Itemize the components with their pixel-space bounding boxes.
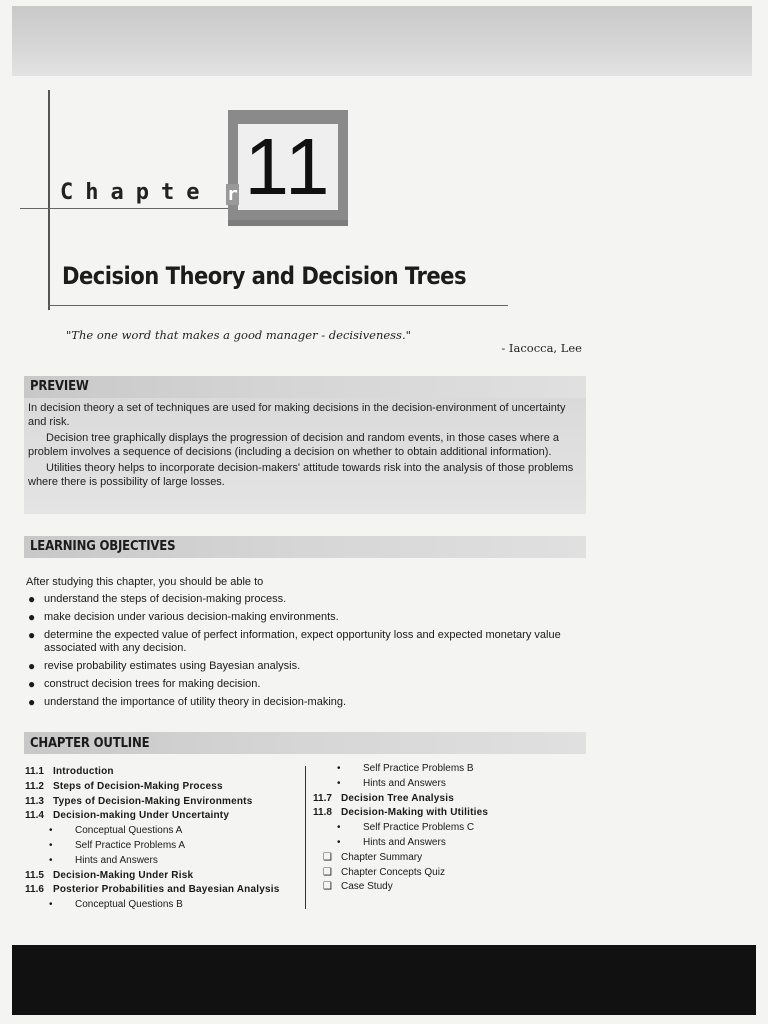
outline-section-title: Decision Tree Analysis (341, 792, 454, 804)
outline-extra-item: Chapter Summary (341, 851, 423, 863)
bullet-icon: • (49, 839, 53, 851)
top-scan-band (12, 6, 752, 76)
outline-item (25, 883, 305, 898)
outline-item (25, 795, 305, 810)
chapter-outline-left-column (25, 765, 305, 913)
bullet-icon: ● (28, 677, 36, 691)
objective-text: understand the steps of decision-making process. (44, 593, 287, 605)
outline-section-number: 11.3 (25, 795, 44, 807)
preview-paragraph: Decision tree graphically displays the progression of decision and random events, in those cases where a problem involves a sequence of decisions (including a decision on whether to obtain additional information). (28, 432, 560, 458)
outline-extra-item: Case Study (341, 881, 393, 893)
outline-item (313, 762, 573, 777)
preview-text (28, 402, 580, 492)
outline-extra-item: Chapter Concepts Quiz (341, 866, 445, 878)
outline-section-number: 11.7 (313, 792, 332, 804)
outline-subitem: Self Practice Problems B (363, 763, 474, 774)
chapter-outline-heading: CHAPTER OUTLINE (30, 736, 150, 751)
bullet-icon: ● (28, 592, 36, 606)
list-item (26, 678, 594, 691)
chapter-outline-right-column (313, 762, 573, 895)
title-rule (48, 305, 508, 306)
list-item (26, 696, 594, 709)
outline-section-number: 11.2 (25, 780, 44, 792)
chapter-word-last-letter: r (227, 184, 238, 205)
chapter-rule (20, 208, 228, 209)
checkbox-square-icon: ❑ (323, 851, 332, 863)
outline-item (313, 777, 573, 792)
objective-text: understand the importance of utility theory in decision-making. (44, 696, 347, 708)
outline-item (25, 869, 305, 884)
outline-item (313, 821, 573, 836)
preview-paragraph: In decision theory a set of techniques are used for making decisions in the decision-environment of uncertainty and risk. (28, 402, 566, 428)
bullet-icon: ● (28, 610, 36, 624)
outline-item (313, 836, 573, 851)
epigraph-author: - Iacocca, Lee (501, 341, 582, 355)
outline-section-number: 11.8 (313, 807, 332, 819)
outline-section-number: 11.6 (25, 884, 44, 896)
objective-text: revise probability estimates using Bayesian analysis. (44, 660, 301, 672)
bullet-icon: ● (28, 659, 36, 673)
outline-item (313, 851, 573, 866)
bullet-icon: • (49, 899, 53, 911)
outline-item (25, 824, 305, 839)
list-item (26, 593, 594, 606)
checkbox-square-icon: ❑ (323, 866, 332, 878)
objective-text: construct decision trees for making decision. (44, 678, 261, 690)
outline-item (313, 880, 573, 895)
outline-item (25, 809, 305, 824)
vertical-rule (48, 90, 50, 310)
outline-item (25, 780, 305, 795)
outline-subitem: Conceptual Questions B (75, 899, 183, 911)
outline-section-title: Types of Decision-Making Environments (53, 795, 253, 807)
outline-section-title: Steps of Decision-Making Process (53, 780, 223, 792)
learning-objectives-heading: LEARNING OBJECTIVES (30, 539, 176, 554)
learning-objectives-intro: After studying this chapter, you should be able to (26, 576, 264, 588)
outline-section-title: Decision-Making with Utilities (341, 807, 489, 819)
list-item (26, 660, 594, 673)
outline-subitem: Hints and Answers (363, 777, 446, 789)
bullet-icon: • (337, 836, 341, 848)
preview-paragraph: Utilities theory helps to incorporate decision-makers' attitude towards risk into the analysis of those problems where there is possibility of large losses. (28, 462, 574, 488)
outline-section-number: 11.5 (25, 869, 44, 881)
outline-item (313, 866, 573, 881)
outline-subitem: Hints and Answers (75, 854, 158, 866)
bullet-icon: • (49, 825, 53, 837)
preview-heading-bar (24, 376, 586, 398)
outline-section-number: 11.1 (25, 766, 44, 777)
preview-heading: PREVIEW (30, 379, 89, 394)
chapter-number: 11 (244, 122, 332, 211)
bullet-icon: • (337, 822, 341, 834)
outline-subitem: Conceptual Questions A (75, 825, 183, 837)
outline-item (25, 898, 305, 913)
outline-section-title: Posterior Probabilities and Bayesian Analysis (53, 884, 280, 896)
outline-column-divider (305, 766, 306, 909)
list-item (26, 611, 594, 624)
bullet-icon: • (337, 763, 341, 774)
chapter-title: Decision Theory and Decision Trees (62, 262, 466, 290)
outline-item (25, 854, 305, 869)
bottom-scan-band (12, 945, 756, 1015)
checkbox-square-icon: ❑ (323, 881, 332, 893)
bullet-icon: ● (28, 628, 36, 642)
objective-text: determine the expected value of perfect information, expect opportunity loss and expected monetary value associated with any decision. (44, 629, 561, 654)
outline-item (313, 792, 573, 807)
objective-text: make decision under various decision-making environments. (44, 611, 339, 623)
outline-section-title: Decision-Making Under Risk (53, 869, 194, 881)
bullet-icon: ● (28, 695, 36, 709)
bullet-icon: • (49, 854, 53, 866)
outline-item (25, 839, 305, 854)
outline-subitem: Self Practice Problems C (363, 822, 475, 834)
outline-section-title: Introduction (53, 766, 114, 777)
list-item (26, 629, 594, 655)
outline-section-title: Decision-making Under Uncertainty (53, 810, 230, 822)
epigraph-quote: "The one word that makes a good manager - decisiveness." (66, 328, 411, 342)
outline-item (25, 765, 305, 780)
outline-subitem: Hints and Answers (363, 836, 446, 848)
outline-section-number: 11.4 (25, 810, 44, 822)
learning-objectives-list (26, 593, 594, 714)
bullet-icon: • (337, 777, 341, 789)
outline-subitem: Self Practice Problems A (75, 839, 186, 851)
outline-item (313, 806, 573, 821)
chapter-word: Chapte (60, 180, 212, 205)
